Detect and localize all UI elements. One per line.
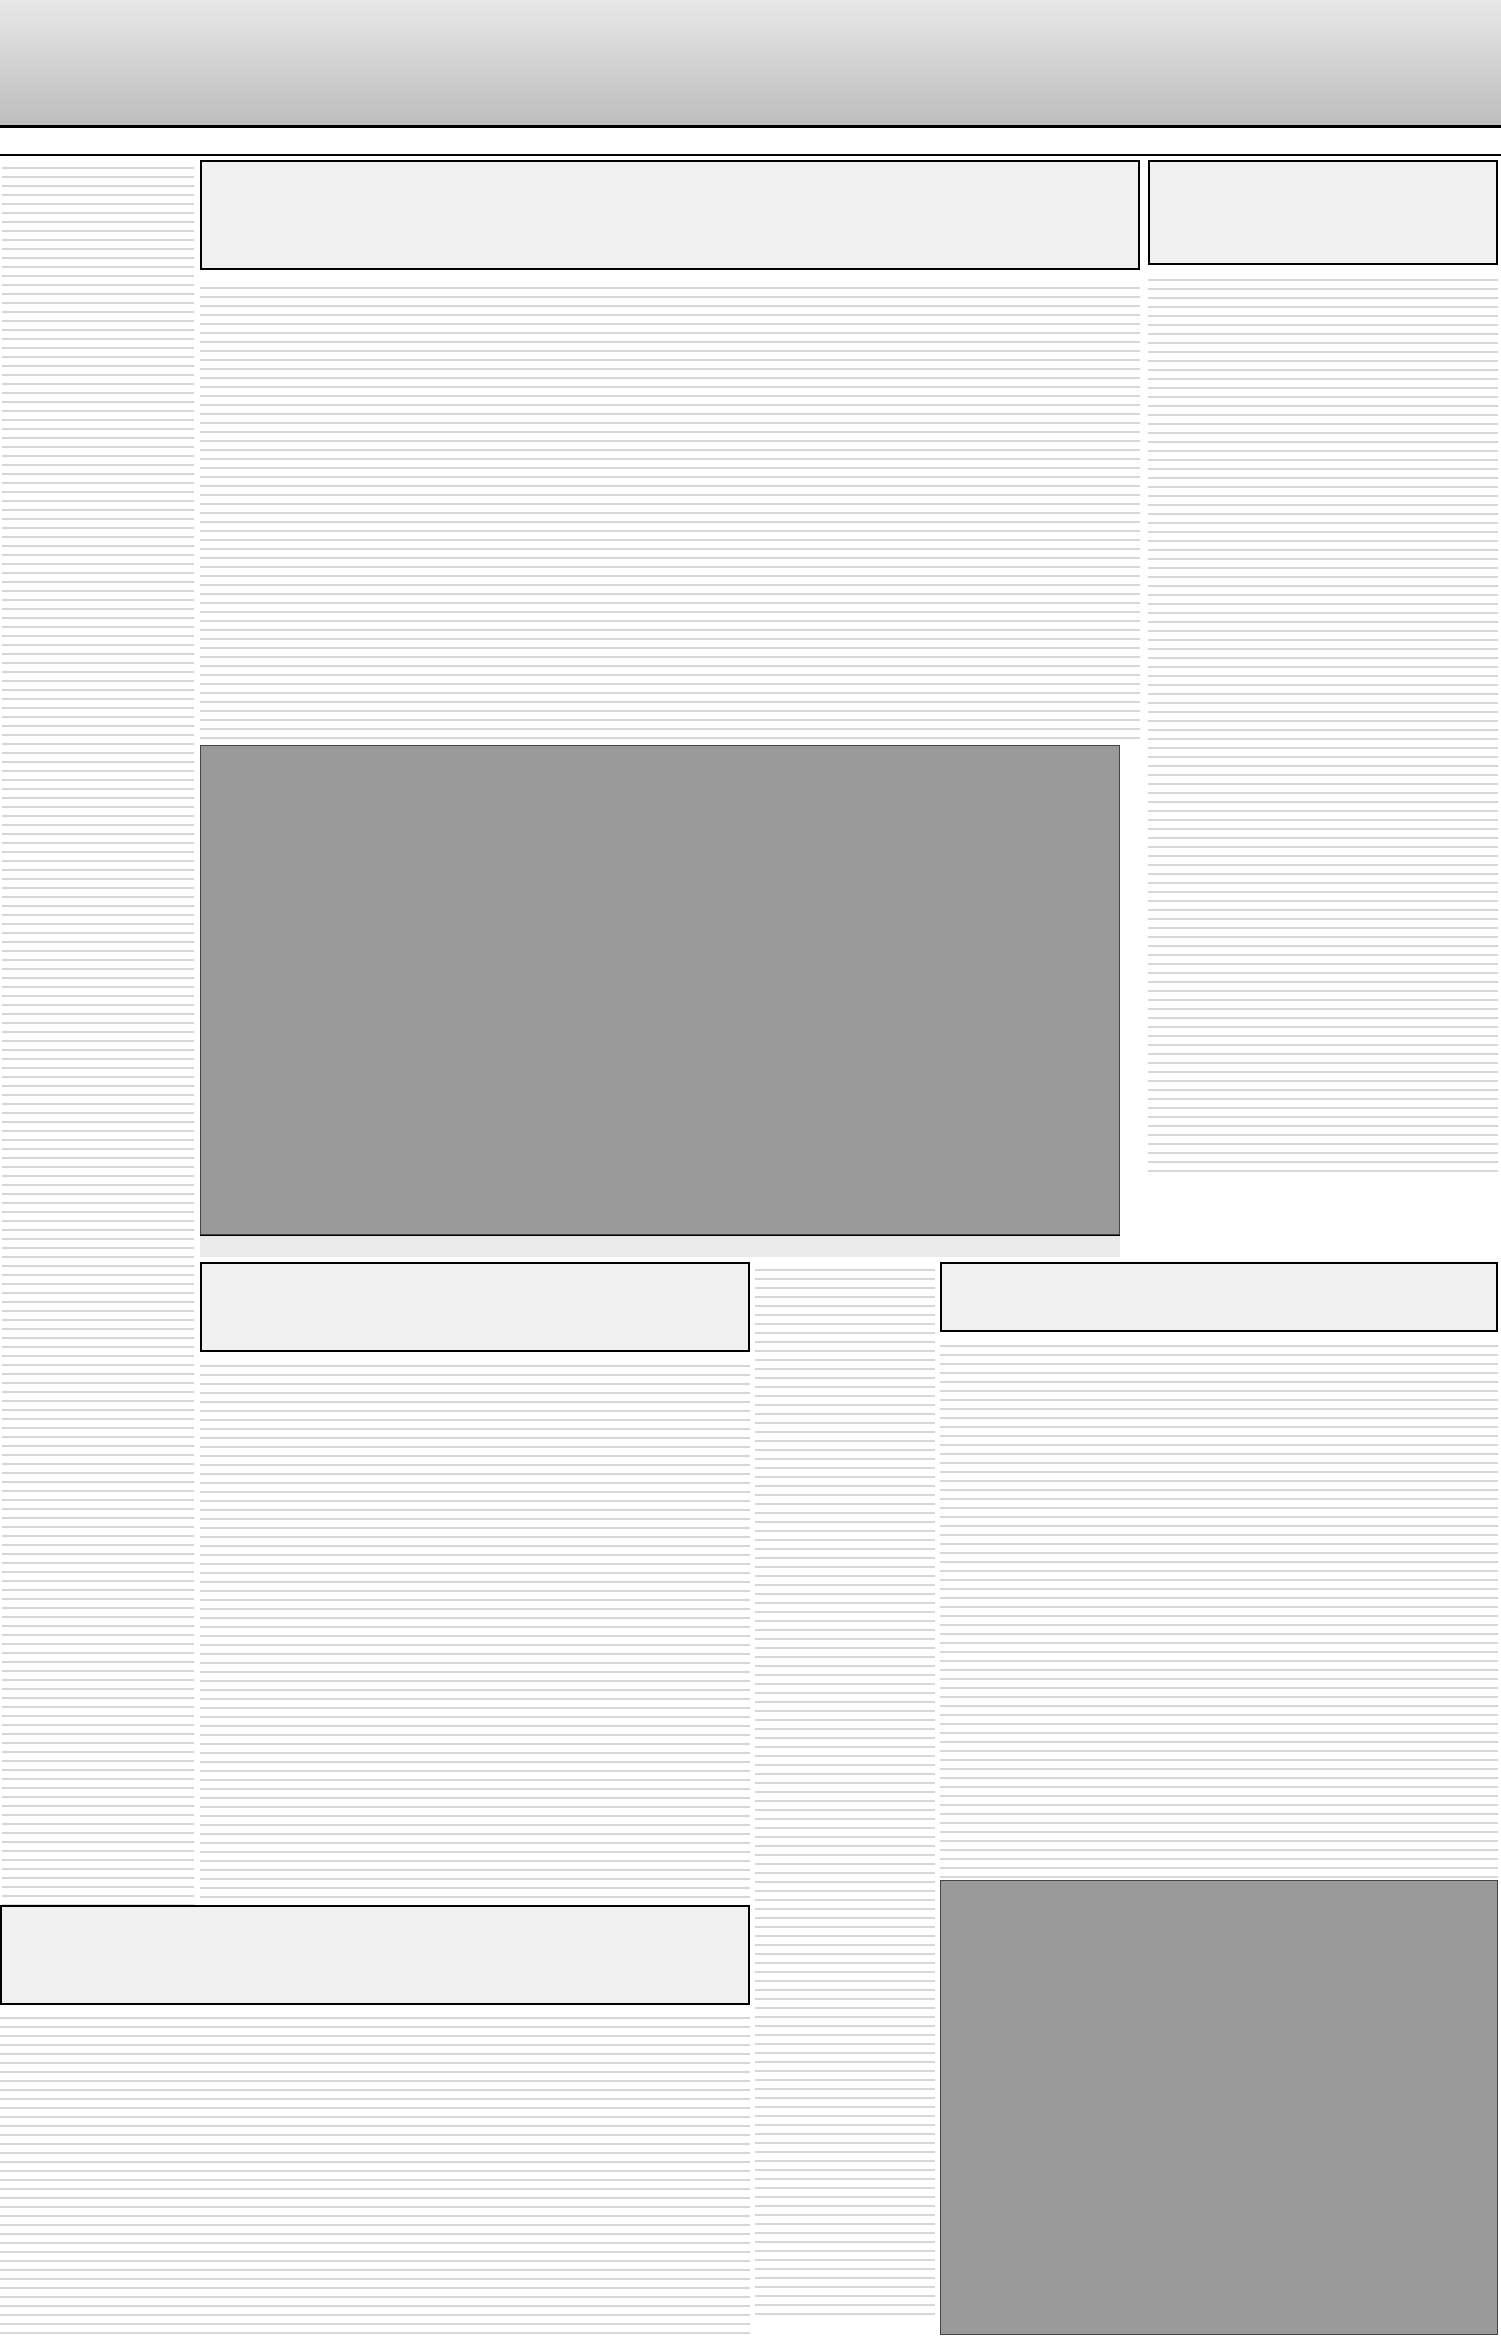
rugby-photo — [940, 1880, 1498, 2335]
dateline — [0, 128, 1501, 156]
cricket-headline — [940, 1262, 1498, 1332]
second-article-text — [200, 1358, 750, 1898]
left-column — [2, 160, 194, 1950]
cricket-article-text — [940, 1338, 1498, 1878]
right-headline — [1148, 160, 1498, 265]
main-article-text — [200, 280, 1140, 740]
obituary-headline — [0, 1905, 750, 2005]
football-photo — [200, 745, 1120, 1235]
main-headline — [200, 160, 1140, 270]
obituary-article-text — [0, 2010, 750, 2335]
masthead — [0, 0, 1501, 128]
right-column-text — [1148, 272, 1498, 1172]
second-headline — [200, 1262, 750, 1352]
photo-caption — [200, 1235, 1120, 1257]
brief-column — [755, 1262, 935, 2322]
